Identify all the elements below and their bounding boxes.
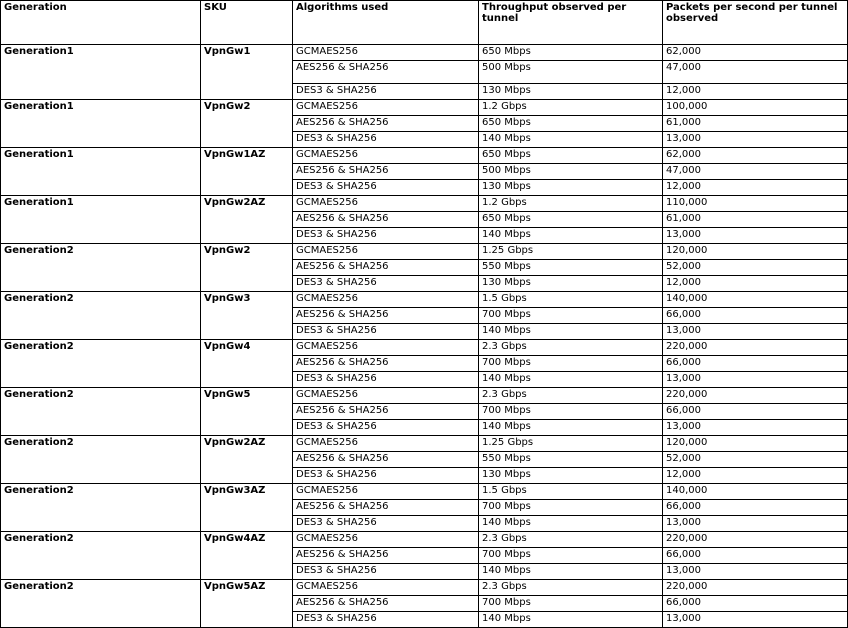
sku-cell: VpnGw4AZ [201,532,293,580]
throughput-cell: 550 Mbps [479,452,663,468]
packets-cell: 13,000 [663,516,848,532]
table-row [1,244,848,260]
header-row [1,1,848,45]
algorithm-cell: DES3 & SHA256 [293,468,479,484]
generation-cell: Generation1 [1,148,201,196]
packets-cell: 220,000 [663,340,848,356]
throughput-cell: 700 Mbps [479,596,663,612]
table-row [1,532,848,548]
throughput-cell: 1.2 Gbps [479,196,663,212]
packets-cell: 52,000 [663,452,848,468]
throughput-cell: 1.5 Gbps [479,292,663,308]
throughput-cell: 1.25 Gbps [479,436,663,452]
throughput-cell: 650 Mbps [479,116,663,132]
sku-cell: VpnGw2AZ [201,196,293,244]
algorithm-cell: DES3 & SHA256 [293,276,479,292]
algorithm-cell: DES3 & SHA256 [293,612,479,628]
algorithm-cell: DES3 & SHA256 [293,228,479,244]
generation-cell: Generation2 [1,388,201,436]
algorithm-cell: GCMAES256 [293,292,479,308]
algorithm-cell: AES256 & SHA256 [293,500,479,516]
packets-cell: 62,000 [663,148,848,164]
generation-cell: Generation1 [1,45,201,100]
packets-cell: 220,000 [663,580,848,596]
algorithm-cell: DES3 & SHA256 [293,132,479,148]
generation-cell: Generation2 [1,436,201,484]
algorithm-cell: DES3 & SHA256 [293,516,479,532]
table-header [1,1,848,45]
algorithm-cell: DES3 & SHA256 [293,420,479,436]
packets-cell: 12,000 [663,468,848,484]
throughput-cell: 130 Mbps [479,180,663,196]
table-row [1,45,848,61]
packets-cell: 120,000 [663,436,848,452]
column-header-packets: Packets per second per tunnel observed [663,1,848,45]
generation-cell: Generation2 [1,580,201,628]
algorithm-cell: AES256 & SHA256 [293,548,479,564]
algorithm-cell: DES3 & SHA256 [293,324,479,340]
algorithm-cell: GCMAES256 [293,196,479,212]
packets-cell: 13,000 [663,564,848,580]
throughput-cell: 140 Mbps [479,372,663,388]
packets-cell: 13,000 [663,612,848,628]
sku-cell: VpnGw5 [201,388,293,436]
generation-cell: Generation2 [1,532,201,580]
throughput-cell: 1.2 Gbps [479,100,663,116]
throughput-cell: 130 Mbps [479,276,663,292]
algorithm-cell: GCMAES256 [293,100,479,116]
algorithm-cell: AES256 & SHA256 [293,596,479,612]
algorithm-cell: AES256 & SHA256 [293,356,479,372]
packets-cell: 13,000 [663,324,848,340]
algorithm-cell: GCMAES256 [293,148,479,164]
table-row [1,580,848,596]
throughput-cell: 1.25 Gbps [479,244,663,260]
packets-cell: 13,000 [663,132,848,148]
packets-cell: 13,000 [663,228,848,244]
packets-cell: 220,000 [663,388,848,404]
packets-cell: 66,000 [663,500,848,516]
throughput-cell: 140 Mbps [479,324,663,340]
algorithm-cell: AES256 & SHA256 [293,61,479,84]
table-row [1,340,848,356]
sku-cell: VpnGw1 [201,45,293,100]
throughput-cell: 2.3 Gbps [479,532,663,548]
packets-cell: 140,000 [663,484,848,500]
throughput-cell: 700 Mbps [479,404,663,420]
throughput-cell: 550 Mbps [479,260,663,276]
throughput-cell: 1.5 Gbps [479,484,663,500]
packets-cell: 47,000 [663,61,848,84]
throughput-cell: 2.3 Gbps [479,580,663,596]
packets-cell: 47,000 [663,164,848,180]
table-row [1,388,848,404]
throughput-cell: 700 Mbps [479,548,663,564]
throughput-cell: 500 Mbps [479,164,663,180]
algorithm-cell: GCMAES256 [293,244,479,260]
algorithm-cell: DES3 & SHA256 [293,564,479,580]
table-row [1,196,848,212]
packets-cell: 61,000 [663,116,848,132]
packets-cell: 12,000 [663,276,848,292]
throughput-cell: 140 Mbps [479,516,663,532]
column-header-algorithms: Algorithms used [293,1,479,45]
generation-cell: Generation2 [1,292,201,340]
algorithm-cell: GCMAES256 [293,532,479,548]
algorithm-cell: AES256 & SHA256 [293,212,479,228]
packets-cell: 66,000 [663,308,848,324]
algorithm-cell: AES256 & SHA256 [293,116,479,132]
algorithm-cell: DES3 & SHA256 [293,180,479,196]
packets-cell: 66,000 [663,404,848,420]
packets-cell: 66,000 [663,548,848,564]
algorithm-cell: GCMAES256 [293,340,479,356]
algorithm-cell: GCMAES256 [293,580,479,596]
packets-cell: 120,000 [663,244,848,260]
packets-cell: 13,000 [663,420,848,436]
packets-cell: 66,000 [663,596,848,612]
throughput-cell: 700 Mbps [479,500,663,516]
algorithm-cell: DES3 & SHA256 [293,84,479,100]
table-row [1,100,848,116]
generation-cell: Generation1 [1,100,201,148]
algorithm-cell: GCMAES256 [293,45,479,61]
algorithm-cell: GCMAES256 [293,436,479,452]
sku-cell: VpnGw3AZ [201,484,293,532]
packets-cell: 52,000 [663,260,848,276]
algorithm-cell: DES3 & SHA256 [293,372,479,388]
packets-cell: 110,000 [663,196,848,212]
throughput-cell: 2.3 Gbps [479,340,663,356]
throughput-cell: 130 Mbps [479,468,663,484]
throughput-cell: 500 Mbps [479,61,663,84]
generation-cell: Generation2 [1,484,201,532]
throughput-cell: 700 Mbps [479,308,663,324]
table-row [1,484,848,500]
algorithm-cell: GCMAES256 [293,484,479,500]
throughput-cell: 140 Mbps [479,612,663,628]
throughput-cell: 700 Mbps [479,356,663,372]
algorithm-cell: AES256 & SHA256 [293,260,479,276]
packets-cell: 13,000 [663,372,848,388]
packets-cell: 66,000 [663,356,848,372]
sku-cell: VpnGw2 [201,244,293,292]
throughput-cell: 650 Mbps [479,45,663,61]
generation-cell: Generation2 [1,340,201,388]
generation-cell: Generation1 [1,196,201,244]
algorithm-cell: AES256 & SHA256 [293,308,479,324]
throughput-cell: 140 Mbps [479,132,663,148]
table-body [1,45,848,628]
column-header-throughput: Throughput observed per tunnel [479,1,663,45]
packets-cell: 12,000 [663,180,848,196]
table-row [1,292,848,308]
algorithm-cell: AES256 & SHA256 [293,164,479,180]
column-header-generation: Generation [1,1,201,45]
table-row [1,148,848,164]
packets-cell: 140,000 [663,292,848,308]
packets-cell: 62,000 [663,45,848,61]
packets-cell: 100,000 [663,100,848,116]
throughput-cell: 130 Mbps [479,84,663,100]
column-header-sku: SKU [201,1,293,45]
table-row [1,436,848,452]
packets-cell: 12,000 [663,84,848,100]
sku-cell: VpnGw5AZ [201,580,293,628]
throughput-cell: 650 Mbps [479,148,663,164]
algorithm-cell: GCMAES256 [293,388,479,404]
algorithm-cell: AES256 & SHA256 [293,452,479,468]
throughput-cell: 140 Mbps [479,564,663,580]
throughput-cell: 140 Mbps [479,228,663,244]
throughput-cell: 140 Mbps [479,420,663,436]
throughput-cell: 2.3 Gbps [479,388,663,404]
sku-cell: VpnGw4 [201,340,293,388]
generation-cell: Generation2 [1,244,201,292]
sku-cell: VpnGw3 [201,292,293,340]
sku-cell: VpnGw2 [201,100,293,148]
algorithm-cell: AES256 & SHA256 [293,404,479,420]
throughput-cell: 650 Mbps [479,212,663,228]
packets-cell: 61,000 [663,212,848,228]
sku-cell: VpnGw1AZ [201,148,293,196]
sku-cell: VpnGw2AZ [201,436,293,484]
packets-cell: 220,000 [663,532,848,548]
